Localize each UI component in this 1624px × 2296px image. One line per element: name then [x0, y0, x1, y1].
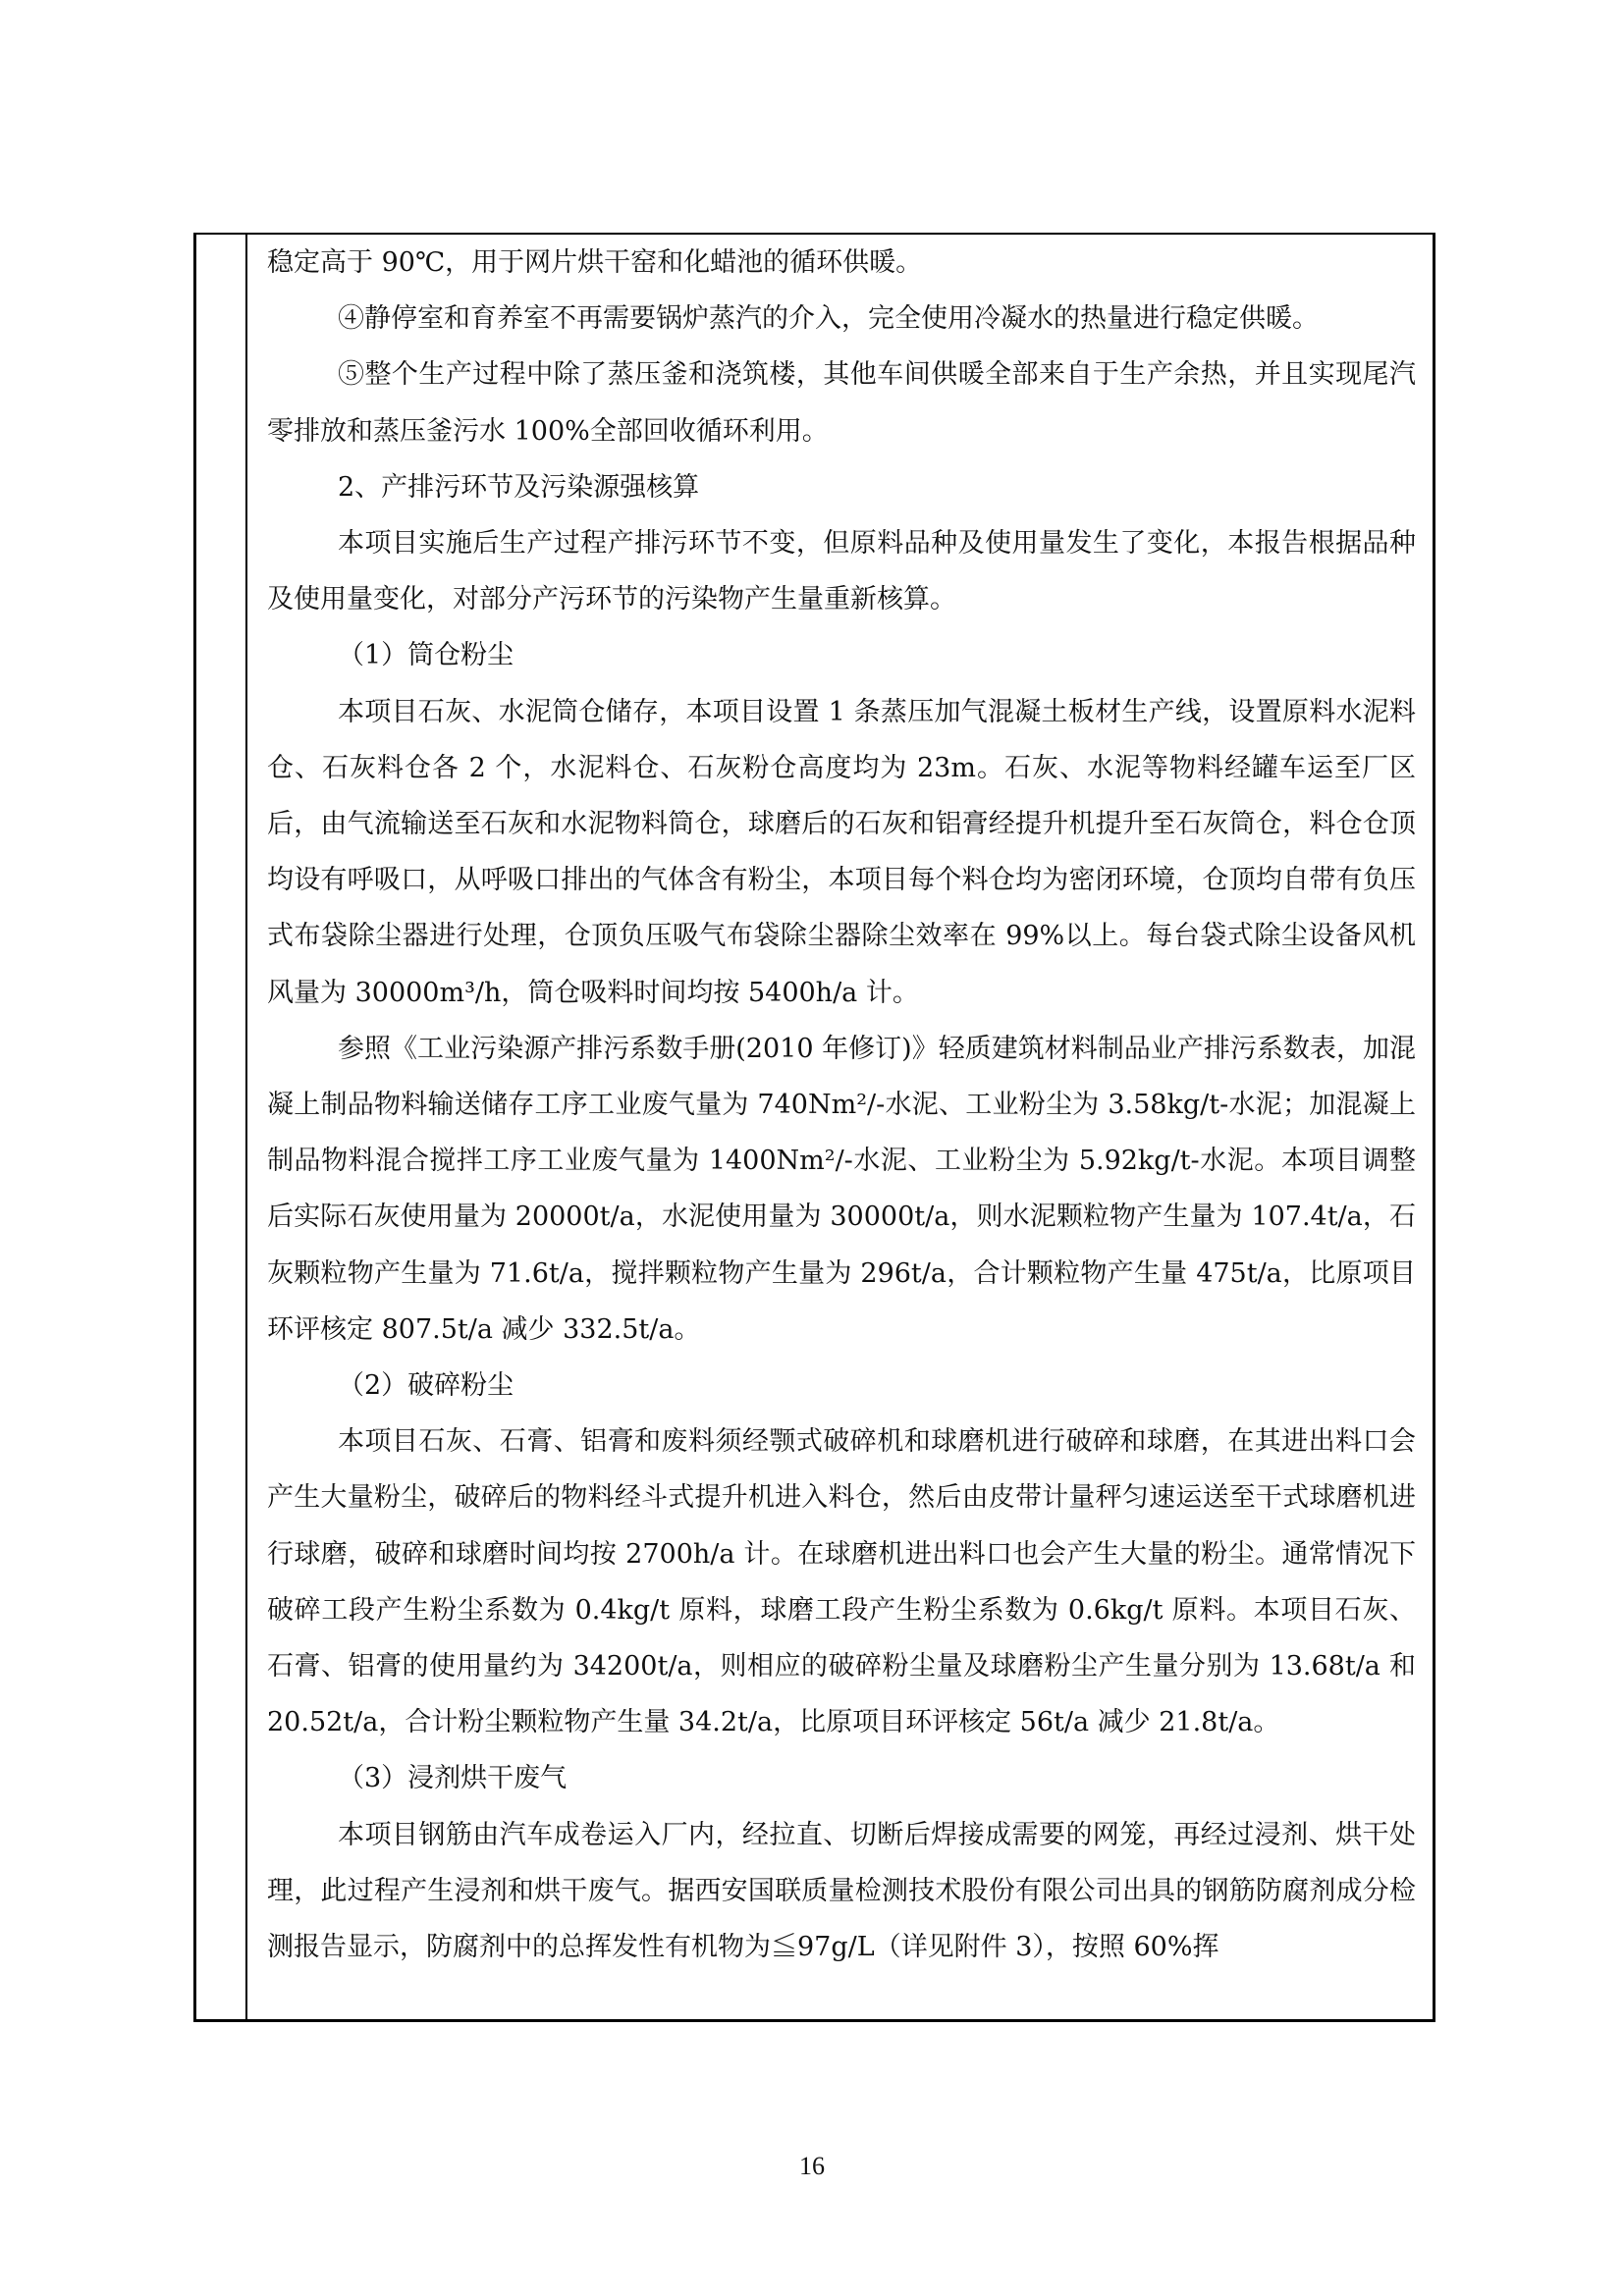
table-content-cell — [267, 235, 1416, 1975]
paragraph: 本项目石灰、石膏、铝膏和废料须经颚式破碎机和球磨机进行破碎和球磨，在其进出料口会产生大量粉尘，破碎后的物料经斗式提升机进入料仓，然后由皮带计量秤匀速运送至干式球磨机进行球磨，破碎和球磨时间均按 2700h/a 计。在球磨机进出料口也会产生大量的粉尘。通常情况下破碎工段产生粉尘系数为 0.4kg/t 原料，球磨工段产生粉尘系数为 0.6kg/t 原料。本项目石灰、石膏、铝膏的使用量约为 34200t/a，则相应的破碎粉尘量及球磨粉尘产生量分别为 13.68t/a 和 20.52t/a，合计粉尘颗粒物产生量 34.2t/a，比原项目环评核定 56t/a 减少 21.8t/a。 — [267, 1426, 1416, 1738]
paragraph: 本项目实施后生产过程产排污环节不变，但原料品种及使用量发生了变化，本报告根据品种及使用量变化，对部分产污环节的污染物产生量重新核算。 — [267, 528, 1416, 615]
paragraph: 本项目钢筋由汽车成卷运入厂内，经拉直、切断后焊接成需要的网笼，再经过浸剂、烘干处理，此过程产生浸剂和烘干废气。据西安国联质量检测技术股份有限公司出具的钢筋防腐剂成分检测报告显示，防腐剂中的总挥发性有机物为≦97g/L（详见附件 3），按照 60%挥 — [267, 1819, 1416, 1963]
paragraph: （3）浸剂烘干废气 — [338, 1763, 568, 1794]
paragraph: 参照《工业污染源产排污系数手册(2010 年修订)》轻质建筑材料制品业产排污系数表，加混凝上制品物料输送储存工序工业废气量为 740Nm²/-水泥、工业粉尘为 3.58kg/t-水泥；加混凝上制品物料混合搅拌工序工业废气量为 1400Nm²/-水泥、工业粉尘为 5.92kg/t-水泥。本项目调整后实际石灰使用量为 20000t/a，水泥使用量为 30000t/a，则水泥颗粒物产生量为 107.4t/a，石灰颗粒物产生量为 71.6t/a，搅拌颗粒物产生量为 296t/a，合计颗粒物产生量 475t/a，比原项目环评核定 807.5t/a 减少 332.5t/a。 — [267, 1033, 1416, 1345]
paragraph: 2、产排污环节及污染源强核算 — [338, 471, 700, 503]
table-left-column — [196, 235, 247, 2019]
form-table-frame — [193, 233, 1435, 2022]
paragraph: （1）筒仓粉尘 — [338, 640, 514, 671]
page-number: 16 — [799, 2152, 825, 2180]
paragraph: ⑤整个生产过程中除了蒸压釜和浇筑楼，其他车间供暖全部来自于生产余热，并且实现尾汽零排放和蒸压釜污水 100%全部回收循环利用。 — [267, 359, 1416, 447]
paragraph: ④静停室和育养室不再需要锅炉蒸汽的介入，完全使用冷凝水的热量进行稳定供暖。 — [338, 303, 1319, 335]
paragraph: 稳定高于 90℃，用于网片烘干窑和化蜡池的循环供暖。 — [267, 247, 923, 278]
paragraph: 本项目石灰、水泥筒仓储存，本项目设置 1 条蒸压加气混凝土板材生产线，设置原料水泥料仓、石灰料仓各 2 个，水泥料仓、石灰粉仓高度均为 23m。石灰、水泥等物料经罐车运至厂区后，由气流输送至石灰和水泥物料筒仓，球磨后的石灰和铝膏经提升机提升至石灰筒仓，料仓仓顶均设有呼吸口，从呼吸口排出的气体含有粉尘，本项目每个料仓均为密闭环境，仓顶均自带有负压式布袋除尘器进行处理，仓顶负压吸气布袋除尘器除尘效率在 99%以上。每台袋式除尘设备风机风量为 30000m³/h，筒仓吸料时间均按 5400h/a 计。 — [267, 696, 1416, 1008]
paragraph: （2）破碎粉尘 — [338, 1370, 514, 1402]
